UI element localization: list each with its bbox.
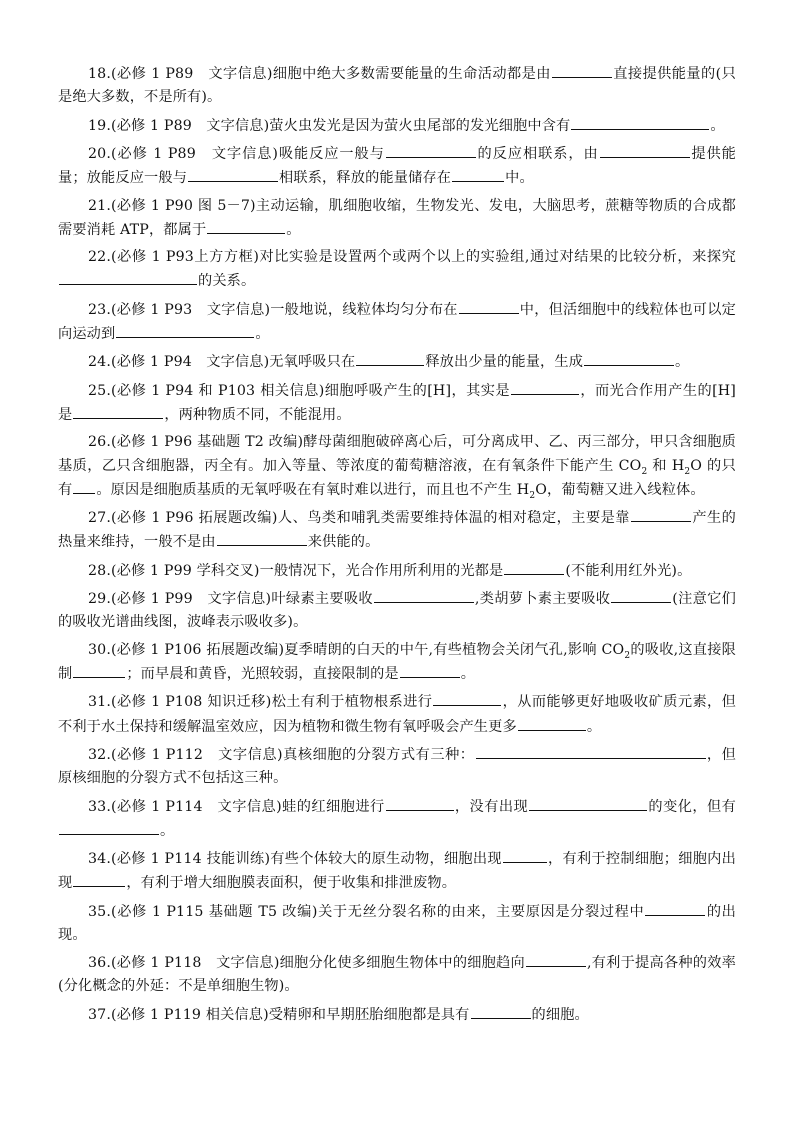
answer-blank[interactable]	[552, 62, 612, 78]
answer-blank[interactable]	[511, 379, 579, 395]
answer-blank[interactable]	[386, 142, 476, 158]
answer-blank[interactable]	[503, 847, 547, 863]
answer-blank[interactable]	[59, 269, 197, 285]
answer-blank[interactable]	[571, 114, 709, 130]
answer-blank[interactable]	[584, 350, 674, 366]
answer-blank[interactable]	[73, 403, 163, 419]
answer-blank[interactable]	[73, 662, 125, 678]
question-29: 29.(必修 1 P99 文字信息)叶绿素主要吸收 ,类胡萝卜素主要吸收 (注意它们的吸收光谱曲线图，波峰表示吸收多)。	[58, 587, 736, 634]
question-34: 34.(必修 1 P114 技能训练)有些个体较大的原生动物，细胞出现 ，有利于控制细胞；细胞内出现 ，有利于增大细胞膜表面积，便于收集和排泄废物。	[58, 847, 736, 895]
answer-blank[interactable]	[59, 819, 159, 835]
answer-blank[interactable]	[526, 951, 586, 967]
answer-blank[interactable]	[73, 871, 125, 887]
question-32: 32.(必修 1 P112 文字信息)真核细胞的分裂方式有三种： ，但原核细胞的分裂方式不包括这三种。	[58, 743, 736, 790]
question-28: 28.(必修 1 P99 学科交叉)一般情况下，光合作用所利用的光都是 (不能利用红外光)。	[58, 559, 736, 583]
answer-blank[interactable]	[476, 743, 706, 759]
question-18: 18.(必修 1 P89 文字信息)细胞中绝大多数需要能量的生命活动都是由 直接提供能量的(只是绝大多数，不是所有)。	[58, 62, 736, 109]
question-22: 22.(必修 1 P93上方方框)对比实验是设置两个或两个以上的实验组,通过对结果的比较分析，来探究的关系。	[58, 246, 736, 293]
answer-blank[interactable]	[459, 298, 519, 314]
answer-blank[interactable]	[504, 559, 564, 575]
question-25: 25.(必修 1 P94 和 P103 相关信息)细胞呼吸产生的[H]，其实是 ，而光合作用产生的[H]是 ，两种物质不同，不能混用。	[58, 379, 736, 427]
question-37: 37.(必修 1 P119 相关信息)受精卵和早期胚胎细胞都是具有 的细胞。	[58, 1003, 736, 1027]
answer-blank[interactable]	[400, 662, 460, 678]
worksheet-page	[58, 62, 736, 1031]
question-21: 21.(必修 1 P90 图 5－7)主动运输，肌细胞收缩，生物发光、发电，大脑思考，蔗糖等物质的合成都需要消耗 ATP，都属于 。	[58, 197, 736, 238]
answer-blank[interactable]	[529, 795, 647, 811]
answer-blank[interactable]	[433, 690, 501, 706]
answer-blank[interactable]	[631, 506, 691, 522]
question-26: 26.(必修 1 P96 基础题 T2 改编)酵母菌细胞破碎离心后，可分离成甲、乙、丙三部分，甲只含细胞质基质，乙只含细胞器，丙全有。加入等量、等浓度的葡萄糖溶液，在有氧条件下能产生 $CO_2$ 和 $H_2O$ 的只有 。原因是细胞质基质的无氧呼吸在有氧时难以进行，而且也不产生 $H_2O$，葡萄糖又进入线粒体。	[58, 434, 736, 501]
question-31: 31.(必修 1 P108 知识迁移)松土有利于植物根系进行 ，从而能够更好地吸收矿质元素，但不利于水土保持和缓解温室效应，因为植物和微生物有氧呼吸会产生更多 。	[58, 690, 736, 738]
question-19: 19.(必修 1 P89 文字信息)萤火虫发光是因为萤火虫尾部的发光细胞中含有 。	[58, 114, 736, 138]
question-35: 35.(必修 1 P115 基础题 T5 改编)关于无丝分裂名称的由来，主要原因是分裂过程中 的出现。	[58, 900, 736, 947]
answer-blank[interactable]	[207, 218, 285, 234]
answer-blank[interactable]	[188, 166, 278, 182]
question-23: 23.(必修 1 P93 文字信息)一般地说，线粒体均匀分布在 中，但活细胞中的线粒体也可以定向运动到 。	[58, 298, 736, 346]
answer-blank[interactable]	[645, 900, 705, 916]
answer-blank[interactable]	[374, 587, 474, 603]
answer-blank[interactable]	[518, 715, 586, 731]
answer-blank[interactable]	[611, 587, 671, 603]
question-36: 36.(必修 1 P118 文字信息)细胞分化使多细胞生物体中的细胞趋向 ,有利于提高各种的效率(分化概念的外延：不是单细胞生物)。	[58, 951, 736, 998]
answer-blank[interactable]	[386, 795, 454, 811]
answer-blank[interactable]	[600, 142, 690, 158]
answer-blank[interactable]	[356, 350, 424, 366]
answer-blank[interactable]	[116, 322, 254, 338]
question-33: 33.(必修 1 P114 文字信息)蛙的红细胞进行 ，没有出现 的变化，但有。	[58, 795, 736, 843]
question-20: 20.(必修 1 P89 文字信息)吸能反应一般与 的反应相联系，由 提供能量；放能反应一般与 相联系，释放的能量储存在 中。	[58, 142, 736, 190]
question-30: 30.(必修 1 P106 拓展题改编)夏季晴朗的白天的中午,有些植物会关闭气孔,影响 $CO_2$的吸收,这直接限制 ；而早晨和黄昏，光照较弱，直接限制的是 。	[58, 641, 737, 682]
answer-blank[interactable]	[73, 478, 95, 494]
answer-blank[interactable]	[471, 1003, 531, 1019]
question-27: 27.(必修 1 P96 拓展题改编)人、鸟类和哺乳类需要维持体温的相对稳定，主要是靠 产生的热量来维持，一般不是由 来供能的。	[58, 506, 736, 554]
answer-blank[interactable]	[217, 530, 307, 546]
answer-blank[interactable]	[452, 166, 504, 182]
question-24: 24.(必修 1 P94 文字信息)无氧呼吸只在 释放出少量的能量，生成 。	[58, 350, 736, 374]
